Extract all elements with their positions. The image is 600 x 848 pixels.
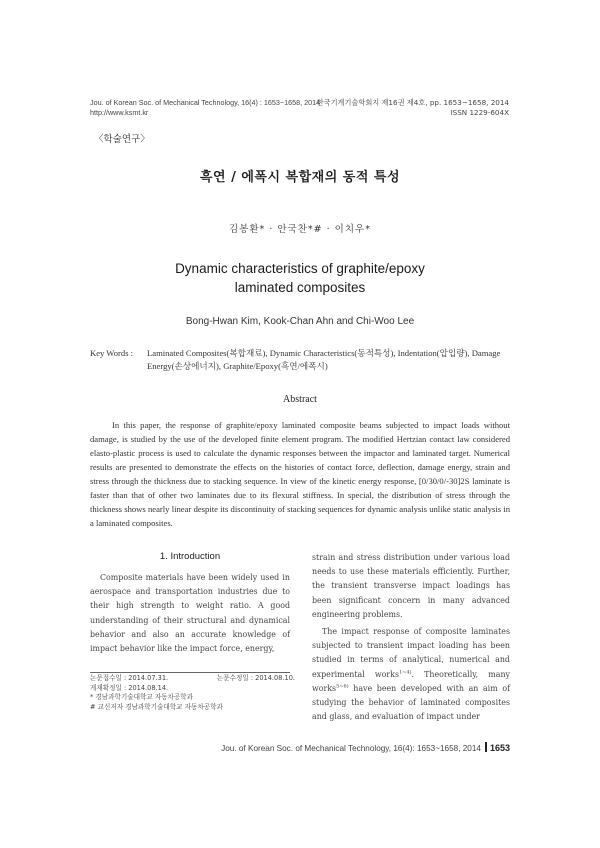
para2-part-b: . Theoretically, many works — [312, 669, 510, 693]
journal-citation-korean: 한국기계기술학회지 제16권 제4호, pp. 1653~1658, 2014 — [316, 98, 509, 107]
footnote-divider — [90, 672, 290, 673]
english-title-line2: laminated composites — [234, 280, 366, 295]
english-title — [0, 259, 600, 297]
english-authors: Bong-Hwan Kim, Kook-Chan Ahn and Chi-Woo Lee — [185, 316, 415, 327]
journal-issn: ISSN 1229-604X — [450, 108, 509, 117]
right-column — [312, 551, 510, 724]
keywords-label: Key Words : — [90, 348, 134, 358]
author-affiliation: * 경남과학기술대학교 자동차공학과 — [90, 693, 194, 701]
abstract-heading: Abstract — [283, 394, 317, 405]
footnote-dates-row — [90, 674, 295, 684]
left-column — [90, 551, 290, 656]
korean-title: 흑연 / 에폭시 복합재의 동적 특성 — [199, 170, 401, 185]
para2-part-c: have been developed with an aim of studying the behavior of laminated composites and glass, and evaluation of impact under — [312, 683, 510, 722]
footer-separator — [485, 742, 487, 752]
journal-header-english — [90, 98, 320, 118]
footer-citation: Jou. of Korean Soc. of Mechanical Technology, 16(4): 1653~1658, 2014 — [221, 744, 481, 753]
korean-authors: 김봉환* · 안국찬*# · 이치우* — [229, 224, 371, 235]
received-date: 논문접수일 : 2014.07.31. — [90, 674, 169, 682]
page-footer — [221, 742, 510, 753]
introduction-heading: 1. Introduction — [159, 551, 221, 562]
journal-header-korean — [317, 98, 509, 118]
introduction-paragraph-right-1: strain and stress distribution under various load needs to use these materials efficiently. Further, the transient transverse impact loadings has been significant concern in many advanced engineering problems. — [312, 553, 510, 619]
journal-url: http://www.ksmt.kr — [90, 108, 149, 117]
revised-date: 논문수정일 : 2014.08.10. — [216, 674, 295, 682]
introduction-paragraph-right-2 — [312, 625, 510, 724]
keywords-block — [90, 347, 510, 373]
english-title-line1: Dynamic characteristics of graphite/epoxy — [175, 261, 425, 276]
page-number: 1653 — [489, 743, 510, 753]
para2-part-a: The impact response of composite laminates subjected to transient impact loading has been studied in terms of analytical, numerical and experimental works — [312, 627, 510, 679]
abstract-text: In this paper, the response of graphite/epoxy laminated composite beams subjected to impact loads without damage, is studied by the use of the developed finite element program. The modified Hertzian contact law considered elasto-plastic process is used to calculate the dynamic responses between the impactor and laminated target. Numerical results are presented to demonstrate the effects on the histories of contact force, deflection, damage energy, strain and stress through the thickness due to stacking sequence. In view of the kinetic energy response, [0/30/0/-30]2S laminate is faster than that of other two laminates due to its flexural stiffness. In special, the distribution of stress through the thickness shows nearly linear despite its discontinuity of stacking sequences for dynamic analysis unlike static analysis in a laminated composites. — [90, 420, 510, 528]
journal-citation-english: Jou. of Korean Soc. of Mechanical Technology, 16(4) : 1653~1658, 2014 — [90, 98, 321, 107]
article-category: 〈학술연구〉 — [94, 134, 150, 145]
citation-superscript-2: 5~6) — [336, 683, 349, 690]
citation-superscript-1: 1~4) — [399, 669, 412, 675]
introduction-paragraph-left: Composite materials have been widely used in aerospace and transportation industries due to their high strength to weight ratio. A good understanding of their structural and dynamical behavior and also an accurate knowledge of impact behavior like the impact force, energy, — [90, 573, 290, 654]
accepted-date: 게재확정일 : 2014.08.14. — [90, 683, 169, 692]
corresponding-author: # 교신저자 경남과학기술대학교 자동차공학과 — [90, 702, 223, 711]
footnotes — [90, 674, 295, 712]
keywords-text: Laminated Composites(복합재료), Dynamic Characteristics(동적특성), Indentation(압입량), Damage Energy(손상에너지), Graphite/Epoxy(흑연/에폭시) — [147, 348, 501, 371]
